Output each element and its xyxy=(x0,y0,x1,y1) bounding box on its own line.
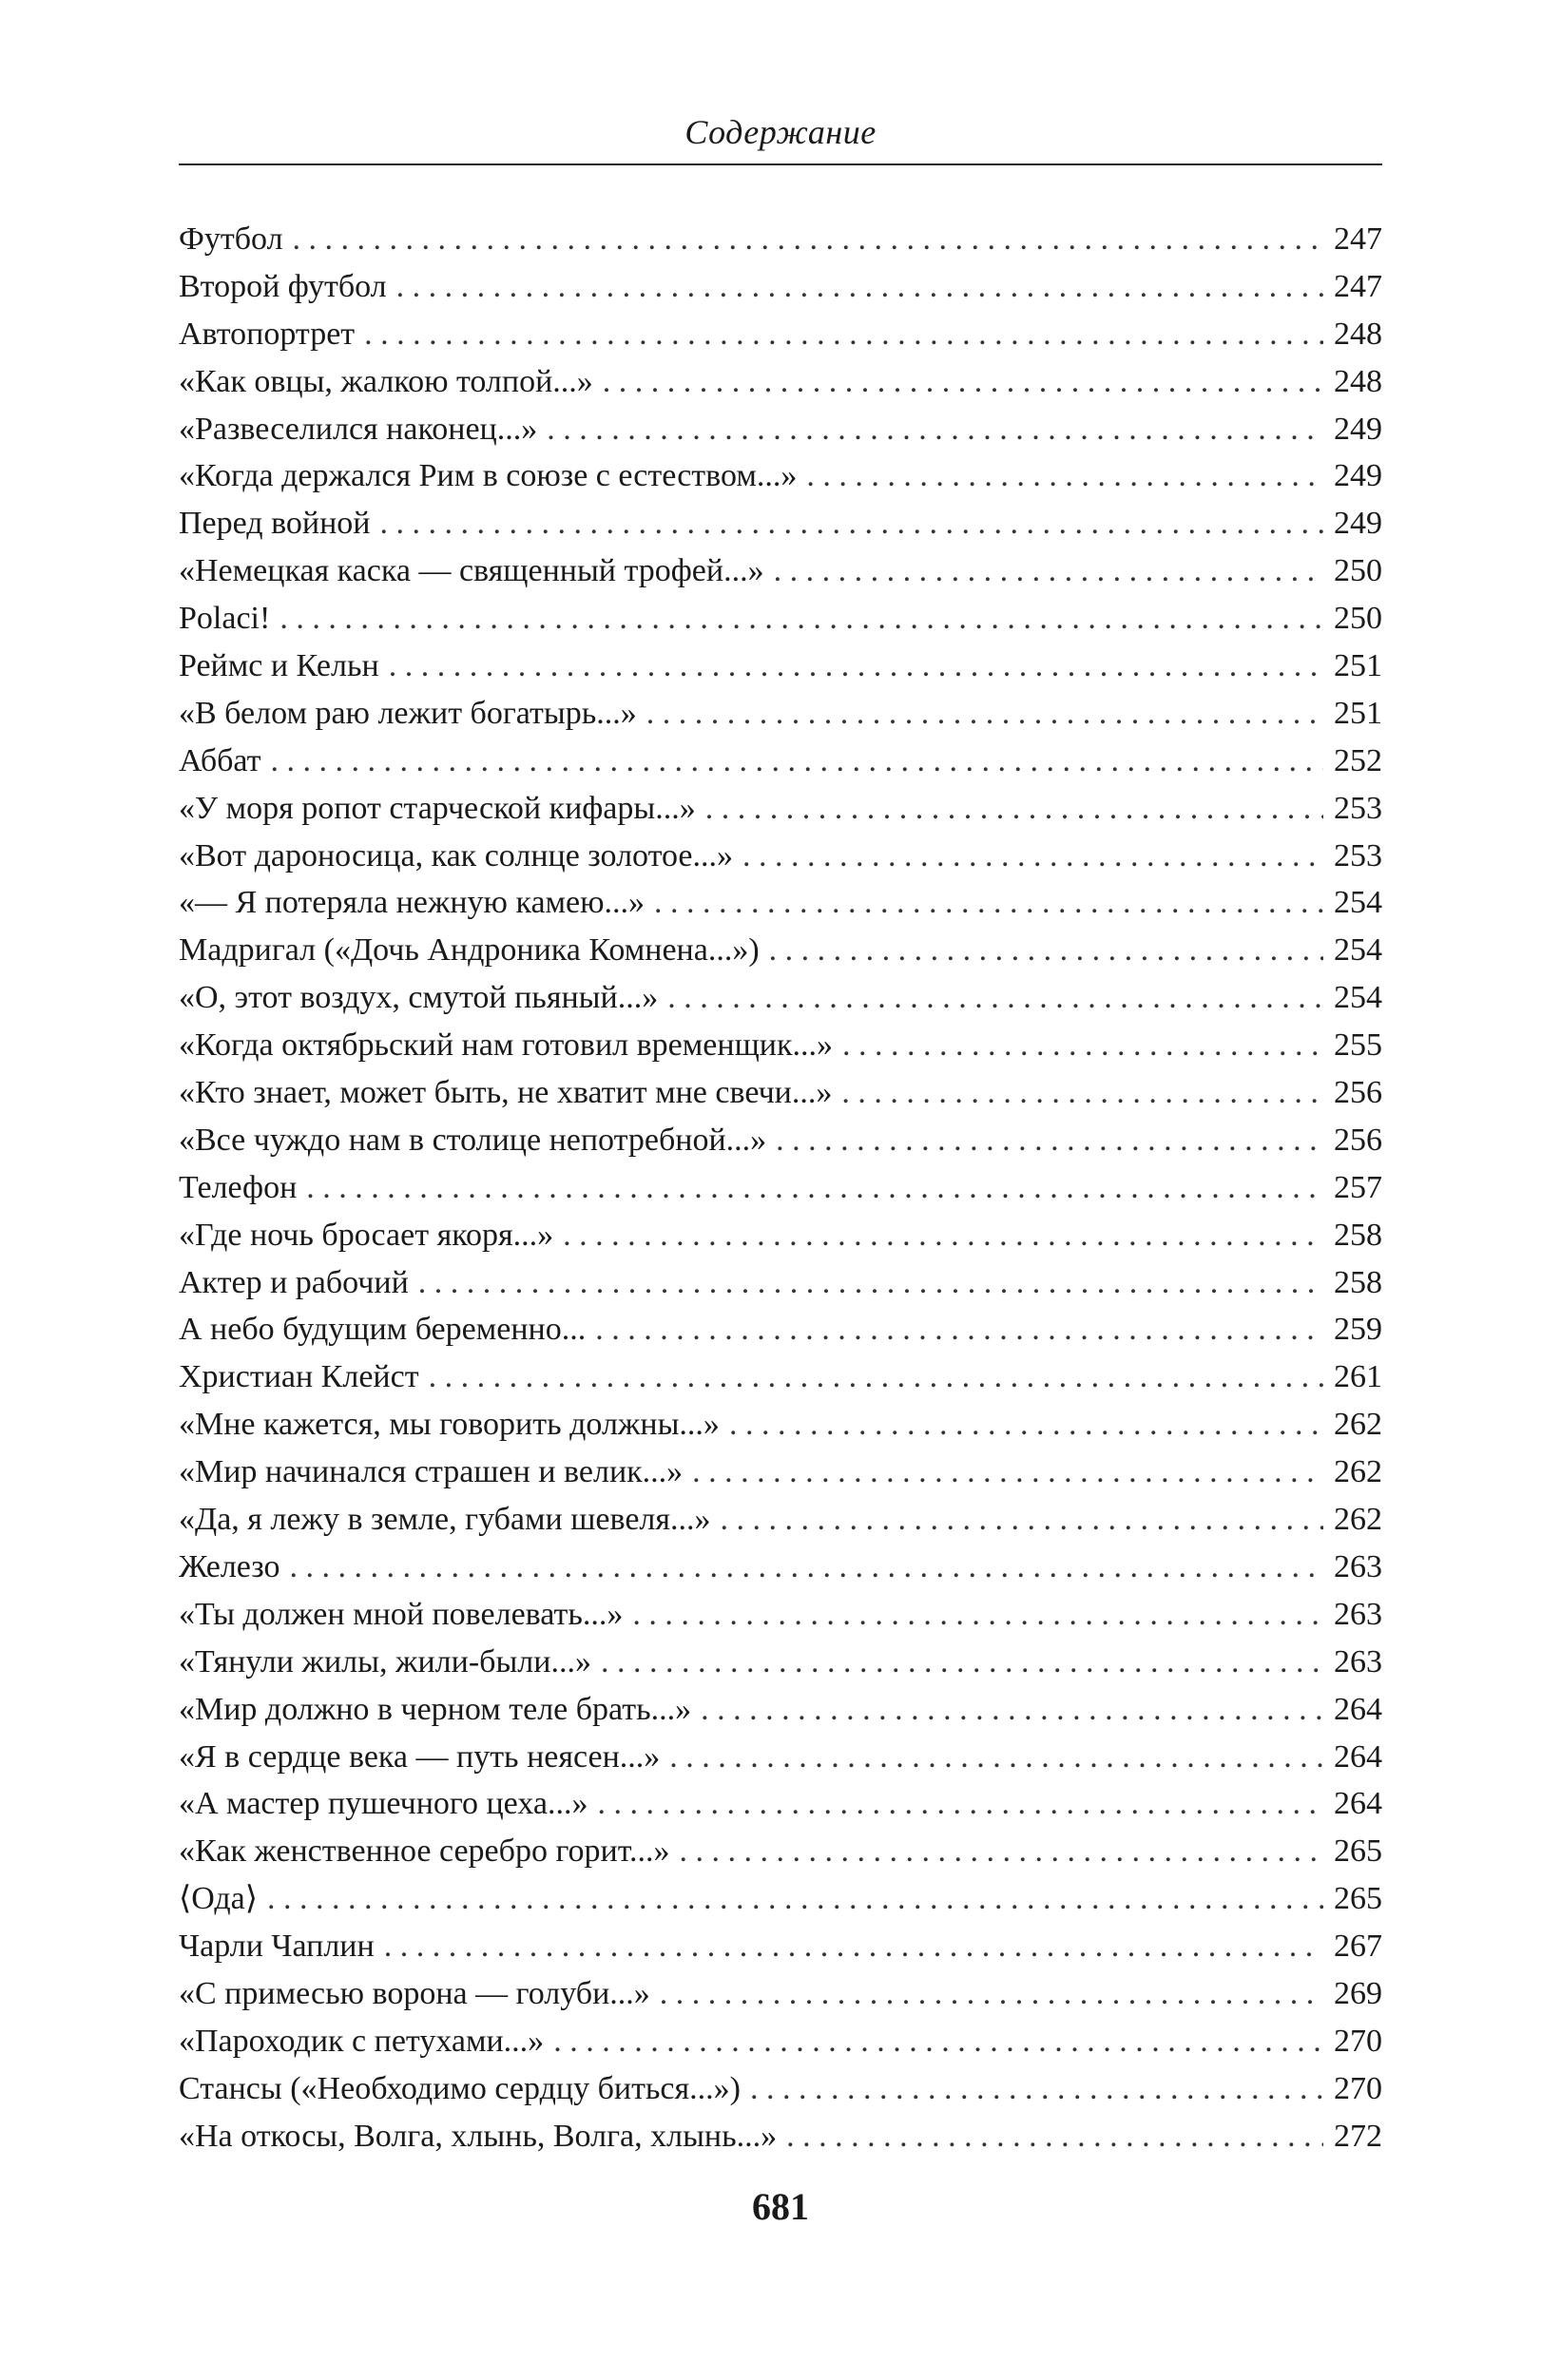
dot-leader xyxy=(841,1069,1323,1117)
toc-entry-page: 261 xyxy=(1334,1359,1382,1395)
toc-entry xyxy=(179,216,1382,263)
toc-entry-title: «Когда октябрьский нам готовил временщик...» xyxy=(179,1027,833,1064)
dot-leader xyxy=(380,500,1324,547)
toc-entry-page: 263 xyxy=(1334,1643,1382,1679)
toc-entry-page: 256 xyxy=(1334,1122,1382,1158)
toc-entry-title: «Кто знает, может быть, не хватит мне свечи...» xyxy=(179,1075,833,1111)
toc-entry-page: 258 xyxy=(1334,1264,1382,1300)
toc-entry-title: «— Я потеряла нежную камею...» xyxy=(179,885,646,921)
toc-entry-title: «Мне кажется, мы говорить должны...» xyxy=(179,1407,720,1443)
toc-entry xyxy=(179,1686,1382,1734)
toc-entry xyxy=(179,1780,1382,1828)
dot-leader xyxy=(389,643,1323,690)
toc-entry-title: «О, этот воздух, смутой пьяный...» xyxy=(179,980,659,1016)
toc-entry-title: «Мир начинался страшен и велик...» xyxy=(179,1454,684,1490)
toc-entry xyxy=(179,595,1382,643)
toc-entry-page: 270 xyxy=(1334,2070,1382,2106)
toc-entry-page: 254 xyxy=(1334,980,1382,1016)
dot-leader xyxy=(279,595,1323,643)
toc-entry xyxy=(179,547,1382,595)
toc-entry-title: ⟨Ода⟩ xyxy=(179,1881,259,1917)
dot-leader xyxy=(267,1875,1323,1923)
toc-entry-title: Актер и рабочий xyxy=(179,1264,409,1300)
toc-entry-title: Чарли Чаплин xyxy=(179,1929,375,1965)
toc-entry-page: 267 xyxy=(1334,1929,1382,1965)
toc-entry-title: Автопортрет xyxy=(179,316,356,352)
toc-entry xyxy=(179,1449,1382,1496)
toc-entry xyxy=(179,1734,1382,1781)
toc-entry xyxy=(179,1353,1382,1401)
toc-entry-page: 258 xyxy=(1334,1217,1382,1253)
dot-leader xyxy=(563,1212,1323,1259)
running-header: Содержание xyxy=(684,113,877,151)
dot-leader xyxy=(742,833,1323,880)
toc-entry-title: «Тянули жилы, жили-были...» xyxy=(179,1643,591,1679)
dot-leader xyxy=(692,1449,1323,1496)
toc-entry-page: 253 xyxy=(1334,790,1382,826)
toc-entry-title: Реймс и Кельн xyxy=(179,648,379,684)
toc-entry-title: Телефон xyxy=(179,1169,298,1205)
dot-leader xyxy=(774,547,1323,595)
dot-leader xyxy=(597,1780,1323,1828)
toc-entry-title: Стансы («Необходимо сердцу биться...») xyxy=(179,2070,741,2106)
toc-entry xyxy=(179,2113,1382,2160)
toc-entry-page: 254 xyxy=(1334,885,1382,921)
toc-entry xyxy=(179,1875,1382,1923)
toc-entry-page: 250 xyxy=(1334,601,1382,637)
dot-leader xyxy=(601,1639,1323,1686)
toc-entry-page: 264 xyxy=(1334,1738,1382,1775)
toc-entry-title: «У моря ропот старческой кифары...» xyxy=(179,790,696,826)
toc-entry-page: 250 xyxy=(1334,553,1382,589)
toc-entry-title: «Пароходик с петухами...» xyxy=(179,2023,545,2059)
toc-entry xyxy=(179,1069,1382,1117)
toc-entry-page: 247 xyxy=(1334,268,1382,304)
dot-leader xyxy=(290,1544,1323,1591)
toc-entry-title: «Вот дароносица, как солнце золотое...» xyxy=(179,837,734,873)
toc-entry-page: 259 xyxy=(1334,1312,1382,1348)
toc-entry-title: «Развеселился наконец...» xyxy=(179,411,538,447)
dot-leader xyxy=(553,2018,1323,2065)
toc-entry xyxy=(179,690,1382,738)
toc-entry xyxy=(179,1117,1382,1164)
toc-entry-page: 249 xyxy=(1334,458,1382,494)
toc-entry xyxy=(179,1544,1382,1591)
toc-entry xyxy=(179,1828,1382,1875)
toc-entry xyxy=(179,738,1382,785)
toc-entry-page: 254 xyxy=(1334,932,1382,969)
toc-entry xyxy=(179,1306,1382,1353)
toc-entry-title: «На откосы, Волга, хлынь, Волга, хлынь...» xyxy=(179,2118,778,2154)
dot-leader xyxy=(842,1022,1323,1069)
toc-entry-title: «А мастер пушечного цеха...» xyxy=(179,1786,588,1822)
dot-leader xyxy=(806,452,1323,500)
dot-leader xyxy=(293,216,1323,263)
toc-entry-title: «Где ночь бросает якоря...» xyxy=(179,1217,554,1253)
toc-entry xyxy=(179,263,1382,311)
dot-leader xyxy=(384,1923,1323,1970)
dot-leader xyxy=(721,1496,1323,1544)
toc-entry xyxy=(179,358,1382,406)
dot-leader xyxy=(603,358,1323,406)
toc-entry-title: Мадригал («Дочь Андроника Комнена...») xyxy=(179,932,760,969)
toc-entry-page: 257 xyxy=(1334,1169,1382,1205)
toc-entry-title: «Да, я лежу в земле, губами шевеля...» xyxy=(179,1502,711,1538)
toc-entry xyxy=(179,1164,1382,1212)
toc-entry-title: Второй футбол xyxy=(179,268,387,304)
toc-entry xyxy=(179,1496,1382,1544)
toc-entry-title: «Все чуждо нам в столице непотребной...» xyxy=(179,1122,767,1158)
dot-leader xyxy=(701,1686,1323,1734)
toc-entry-page: 262 xyxy=(1334,1502,1382,1538)
dot-leader xyxy=(750,2065,1323,2113)
toc-entry xyxy=(179,452,1382,500)
toc-entry-page: 262 xyxy=(1334,1407,1382,1443)
dot-leader xyxy=(680,1828,1323,1875)
toc-entry-title: «Как овцы, жалкою толпой...» xyxy=(179,363,593,399)
dot-leader xyxy=(595,1306,1323,1353)
toc-entry xyxy=(179,1401,1382,1449)
toc-entry xyxy=(179,974,1382,1022)
toc-entry-title: Перед войной xyxy=(179,506,371,542)
dot-leader xyxy=(632,1591,1323,1639)
dot-leader xyxy=(786,2113,1323,2160)
toc-entry-page: 265 xyxy=(1334,1881,1382,1917)
toc-entry-page: 263 xyxy=(1334,1596,1382,1632)
table-of-contents xyxy=(179,216,1382,2160)
toc-entry-page: 252 xyxy=(1334,742,1382,778)
dot-leader xyxy=(646,690,1323,738)
toc-entry-title: «В белом раю лежит богатырь...» xyxy=(179,695,637,731)
toc-entry-page: 248 xyxy=(1334,363,1382,399)
toc-entry-title: «Я в сердце века — путь неясен...» xyxy=(179,1738,661,1775)
dot-leader xyxy=(654,879,1323,927)
toc-entry-page: 264 xyxy=(1334,1786,1382,1822)
toc-entry-page: 270 xyxy=(1334,2023,1382,2059)
dot-leader xyxy=(705,785,1323,833)
toc-entry-page: 253 xyxy=(1334,837,1382,873)
toc-entry xyxy=(179,1212,1382,1259)
toc-entry xyxy=(179,1639,1382,1686)
dot-leader xyxy=(729,1401,1323,1449)
toc-entry-title: «Мир должно в черном теле брать...» xyxy=(179,1691,692,1727)
dot-leader xyxy=(776,1117,1323,1164)
toc-entry xyxy=(179,833,1382,880)
toc-entry-title: А небо будущим беременно... xyxy=(179,1312,587,1348)
toc-entry-page: 269 xyxy=(1334,1975,1382,2011)
toc-entry-page: 256 xyxy=(1334,1075,1382,1111)
dot-leader xyxy=(306,1164,1323,1212)
page-number: 681 xyxy=(752,2185,809,2228)
toc-entry-title: «Когда держался Рим в союзе с естеством...» xyxy=(179,458,798,494)
toc-entry-page: 262 xyxy=(1334,1454,1382,1490)
toc-entry-page: 251 xyxy=(1334,648,1382,684)
toc-entry xyxy=(179,643,1382,690)
toc-entry xyxy=(179,1923,1382,1970)
toc-entry-title: Футбол xyxy=(179,221,283,257)
toc-entry-title: «Как женственное серебро горит...» xyxy=(179,1833,670,1870)
toc-entry-page: 249 xyxy=(1334,506,1382,542)
toc-entry-title: Аббат xyxy=(179,742,261,778)
dot-leader xyxy=(547,406,1323,453)
toc-entry-page: 249 xyxy=(1334,411,1382,447)
dot-leader xyxy=(429,1353,1323,1401)
dot-leader xyxy=(271,738,1324,785)
dot-leader xyxy=(769,927,1323,974)
toc-entry-title: «С примесью ворона — голуби...» xyxy=(179,1975,650,2011)
toc-entry-page: 272 xyxy=(1334,2118,1382,2154)
dot-leader xyxy=(667,974,1323,1022)
dot-leader xyxy=(418,1259,1323,1307)
toc-entry-title: «Немецкая каска — священный трофей...» xyxy=(179,553,764,589)
toc-entry xyxy=(179,927,1382,974)
toc-entry-title: Железо xyxy=(179,1548,280,1584)
dot-leader xyxy=(396,263,1323,311)
toc-entry-page: 265 xyxy=(1334,1833,1382,1870)
dot-leader xyxy=(660,1970,1323,2018)
toc-entry xyxy=(179,311,1382,358)
toc-entry-page: 247 xyxy=(1334,221,1382,257)
toc-entry-page: 255 xyxy=(1334,1027,1382,1064)
toc-entry xyxy=(179,500,1382,547)
toc-entry xyxy=(179,2065,1382,2113)
toc-entry xyxy=(179,1022,1382,1069)
toc-entry xyxy=(179,2018,1382,2065)
toc-entry-title: Polaci! xyxy=(179,601,271,637)
toc-entry xyxy=(179,879,1382,927)
header-rule xyxy=(179,163,1382,165)
toc-entry-page: 263 xyxy=(1334,1548,1382,1584)
dot-leader xyxy=(364,311,1323,358)
toc-entry xyxy=(179,1591,1382,1639)
toc-entry-title: Христиан Клейст xyxy=(179,1359,419,1395)
toc-entry-page: 251 xyxy=(1334,695,1382,731)
toc-entry-title: «Ты должен мной повелевать...» xyxy=(179,1596,624,1632)
toc-entry xyxy=(179,406,1382,453)
toc-entry xyxy=(179,1259,1382,1307)
toc-entry xyxy=(179,785,1382,833)
dot-leader xyxy=(669,1734,1323,1781)
toc-entry xyxy=(179,1970,1382,2018)
toc-entry-page: 248 xyxy=(1334,316,1382,352)
toc-entry-page: 264 xyxy=(1334,1691,1382,1727)
